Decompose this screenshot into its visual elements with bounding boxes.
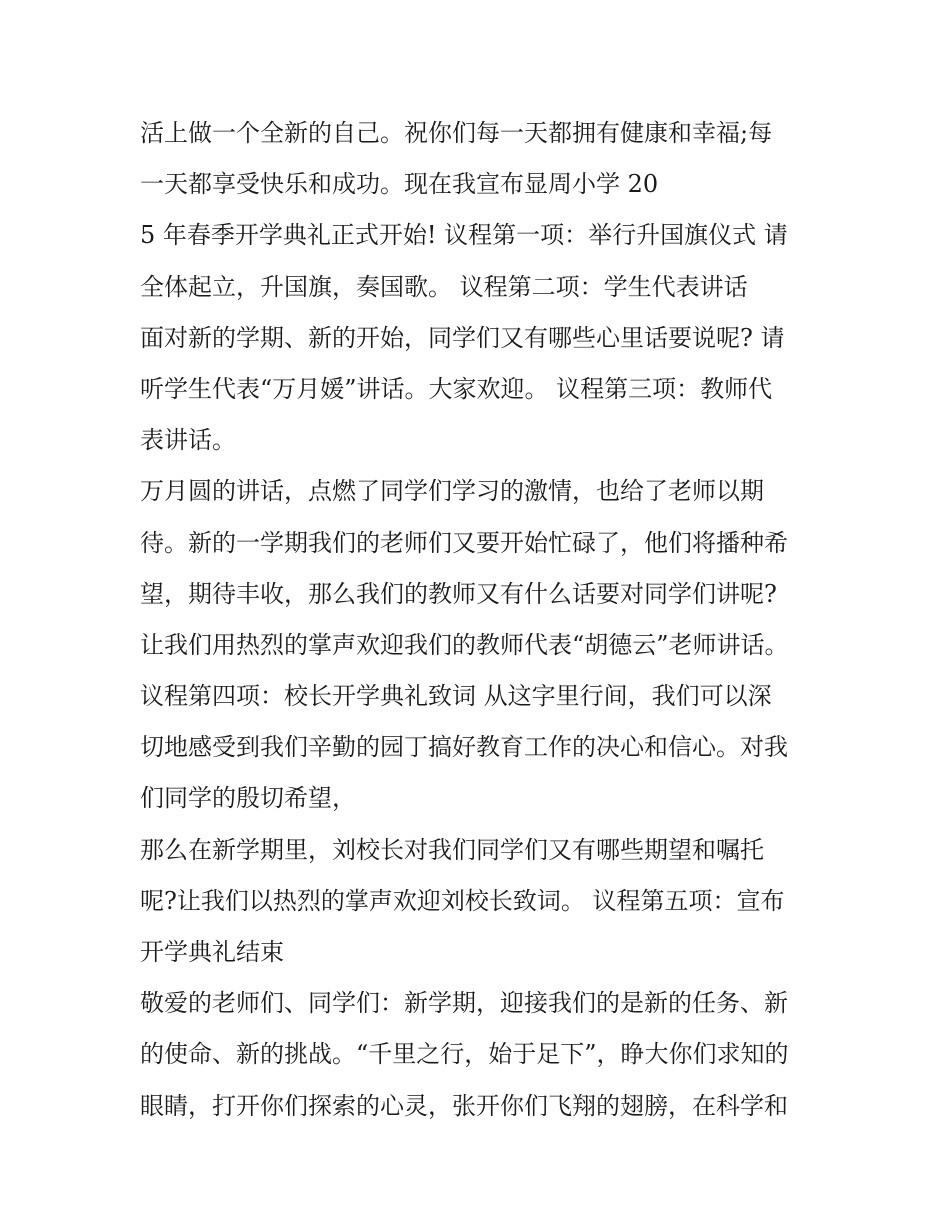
body-text (140, 108, 820, 1132)
text-line: 面对新的学期、新的开始，同学们又有哪些心里话要说呢? 请 (140, 323, 785, 352)
text-line: 的使命、新的挑战。“千里之行，始于足下”，睁大你们求知的 (140, 1040, 789, 1069)
text-line: 活上做一个全新的自己。祝你们每一天都拥有健康和幸福;每 (140, 119, 773, 147)
text-line: 切地感受到我们辛勤的园丁搞好教育工作的决心和信心。对我 (140, 733, 788, 762)
text-line: 让我们用热烈的掌声欢迎我们的教师代表“胡德云”老师讲话。 (140, 630, 789, 659)
text-line: 望，期待丰收，那么我们的教师又有什么话要对同学们讲呢? (140, 579, 777, 608)
text-line: 敬爱的老师们、同学们：新学期，迎接我们的是新的任务、新 (140, 989, 788, 1018)
text-line: 听学生代表“万月媛”讲话。大家欢迎。 议程第三项：教师代 (140, 374, 773, 403)
text-line: 万月圆的讲话，点燃了同学们学习的激情，也给了老师以期 (140, 477, 764, 506)
text-line: 们同学的殷切希望， (140, 784, 356, 813)
text-line: 待。新的一学期我们的老师们又要开始忙碌了，他们将播种希 (140, 528, 788, 557)
text-line: 全体起立，升国旗，奏国歌。 议程第二项：学生代表讲话 (140, 272, 748, 301)
text-line: 呢?让我们以热烈的掌声欢迎刘校长致词。 议程第五项：宣布 (140, 886, 785, 915)
text-line: 5 年春季开学典礼正式开始! 议程第一项：举行升国旗仪式 请 (140, 221, 788, 250)
text-line: 一天都享受快乐和成功。现在我宣布显周小学 20 (140, 170, 659, 199)
text-line: 那么在新学期里，刘校长对我们同学们又有哪些期望和嘱托 (140, 835, 764, 864)
text-line: 开学典礼结束 (140, 938, 284, 966)
text-line: 表讲话。 (140, 426, 236, 455)
text-line: 议程第四项：校长开学典礼致词 从这字里行间，我们可以深 (140, 682, 772, 711)
text-line: 眼睛，打开你们探索的心灵，张开你们飞翔的翅膀，在科学和 (140, 1091, 788, 1120)
